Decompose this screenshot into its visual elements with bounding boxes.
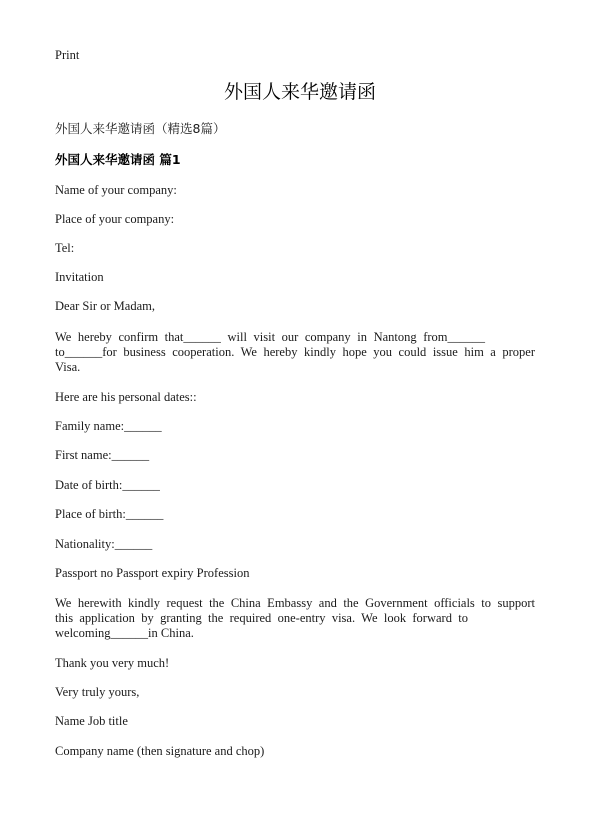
request-paragraph: [55, 596, 535, 641]
document-title: 外国人来华邀请函: [223, 81, 376, 103]
salutation: Dear Sir or Madam,: [55, 299, 155, 313]
family-name-field: Family name:______: [55, 419, 162, 433]
confirmation-line-3: Visa.: [55, 360, 81, 374]
thanks-line: Thank you very much!: [55, 656, 170, 670]
birth-date-field: Date of birth:______: [55, 478, 160, 492]
request-line-2: this application by granting the required one-entry visa. We look forward to: [55, 611, 468, 625]
confirmation-line-2: to______for business cooperation. We hereby kindly hope you could issue him a proper: [55, 345, 535, 359]
request-line-1: We herewith kindly request the China Embassy and the Government officials to support: [55, 596, 535, 610]
print-link[interactable]: Print: [55, 48, 80, 62]
invitation-label: Invitation: [55, 270, 104, 284]
passport-line: Passport no Passport expiry Profession: [55, 566, 250, 580]
section-heading: 外国人来华邀请函 篇1: [55, 152, 181, 167]
confirmation-paragraph: [55, 330, 535, 375]
document-subtitle: 外国人来华邀请函（精选8篇）: [55, 121, 226, 136]
company-place-field: Place of your company:: [55, 212, 175, 226]
nationality-field: Nationality:______: [55, 537, 153, 551]
company-signature-line: Company name (then signature and chop): [55, 744, 265, 758]
confirmation-line-1: We hereby confirm that______ will visit our company in Nantong from______: [55, 330, 485, 344]
request-line-3: welcoming______in China.: [55, 626, 194, 640]
birth-place-field: Place of birth:______: [55, 507, 164, 521]
tel-field: Tel:: [55, 241, 75, 255]
company-name-field: Name of your company:: [55, 183, 177, 197]
closing-line: Very truly yours,: [55, 685, 140, 699]
personal-dates-intro: Here are his personal dates::: [55, 390, 197, 404]
first-name-field: First name:______: [55, 448, 150, 462]
name-job-title: Name Job title: [55, 714, 128, 728]
